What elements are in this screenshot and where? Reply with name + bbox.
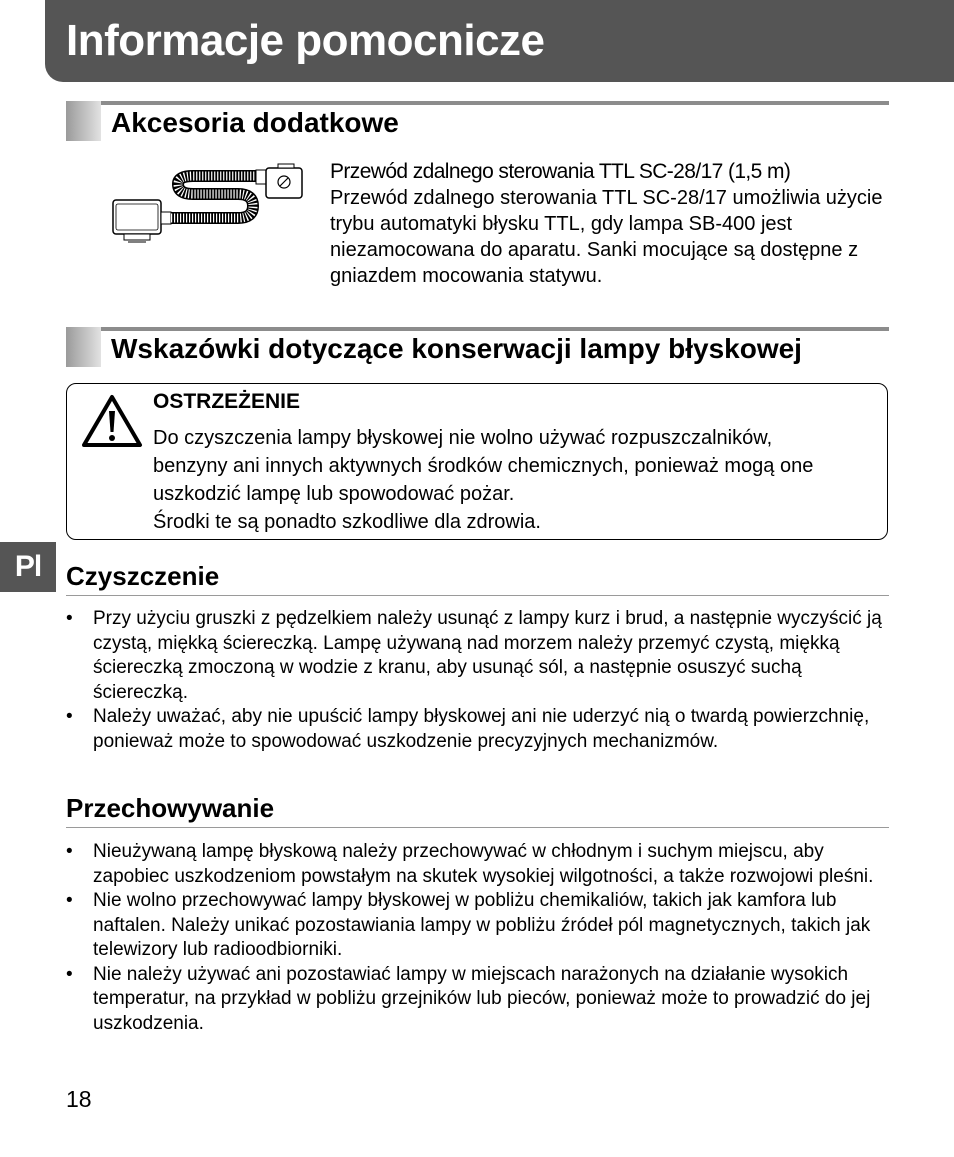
accessory-description: Przewód zdalnego sterowania TTL SC-28/17 umożliwia użycie trybu automatyki błysku TTL, gdy lampa SB-400 jest niezamocowana do aparatu. Sanki mocujące są dostępne z gniazdem mocowania statywu. [330,187,883,287]
cleaning-list [66,607,896,754]
section-maintenance [66,327,889,367]
section-rule [66,101,889,105]
remote-cord-illustration [108,162,308,252]
warning-text [153,424,878,536]
list-item: • Należy uważać, aby nie upuścić lampy błyskowej ani nie uderzyć nią o twardą powierzchnię, ponieważ może to spowodować uszkodzenie precyzyjnych mechanizmów. [66,705,896,754]
warning-line: benzyny ani innych aktywnych środków chemicznych, ponieważ mogą one [153,455,814,477]
section-marker [66,101,101,141]
warning-box [66,383,888,540]
cleaning-heading: Czyszczenie [66,561,889,596]
warning-line: uszkodzić lampę lub spowodować pożar. [153,483,515,505]
warning-line: Do czyszczenia lampy błyskowej nie wolno używać rozpuszczalników, [153,427,773,449]
section-marker [66,327,101,367]
list-item: • Przy użyciu gruszki z pędzelkiem należy usunąć z lampy kurz i brud, a następnie wyczyścić ją czystą, miękką ściereczką. Lampę używaną nad morzem należy przemyć czystą, miękką ściereczką zmoczoną w wodzie z kranu, aby usunąć sól, a następnie osuszyć suchą ściereczką. [66,607,896,705]
section-rule [66,327,889,331]
warning-line: Środki te są ponadto szkodliwe dla zdrowia. [153,511,541,533]
warning-title: OSTRZEŻENIE [153,390,301,413]
page-number: 18 [66,1086,92,1112]
accessory-name: Przewód zdalnego sterowania TTL SC-28/17 (1,5 m) [330,160,791,183]
section-heading: Akcesoria dodatkowe [111,107,399,138]
section-heading: Wskazówki dotyczące konserwacji lampy błyskowej [111,333,802,364]
section-accessories [66,101,889,141]
list-item: • Nie należy używać ani pozostawiać lampy w miejscach narażonych na działanie wysokich temperatur, na przykład w pobliżu grzejników lub pieców, ponieważ może to prowadzić do jej uszkodzenia. [66,963,896,1037]
storage-heading: Przechowywanie [66,793,889,828]
list-item: • Nie wolno przechowywać lampy błyskowej w pobliżu chemikaliów, takich jak kamfora lub naftalen. Należy unikać pozostawiania lampy w pobliżu źródeł pól magnetycznych, takich jak telewizory lub radioodbiorniki. [66,889,896,963]
list-item: • Nieużywaną lampę błyskową należy przechowywać w chłodnym i suchym miejscu, aby zapobiec uszkodzeniom powstałym na skutek wysokiej wilgotności, a także rozwojowi pleśni. [66,840,896,889]
storage-list [66,840,896,1036]
language-tab: Pl [0,542,56,592]
warning-triangle-icon [81,394,143,448]
page-title: Informacje pomocnicze [66,16,545,65]
